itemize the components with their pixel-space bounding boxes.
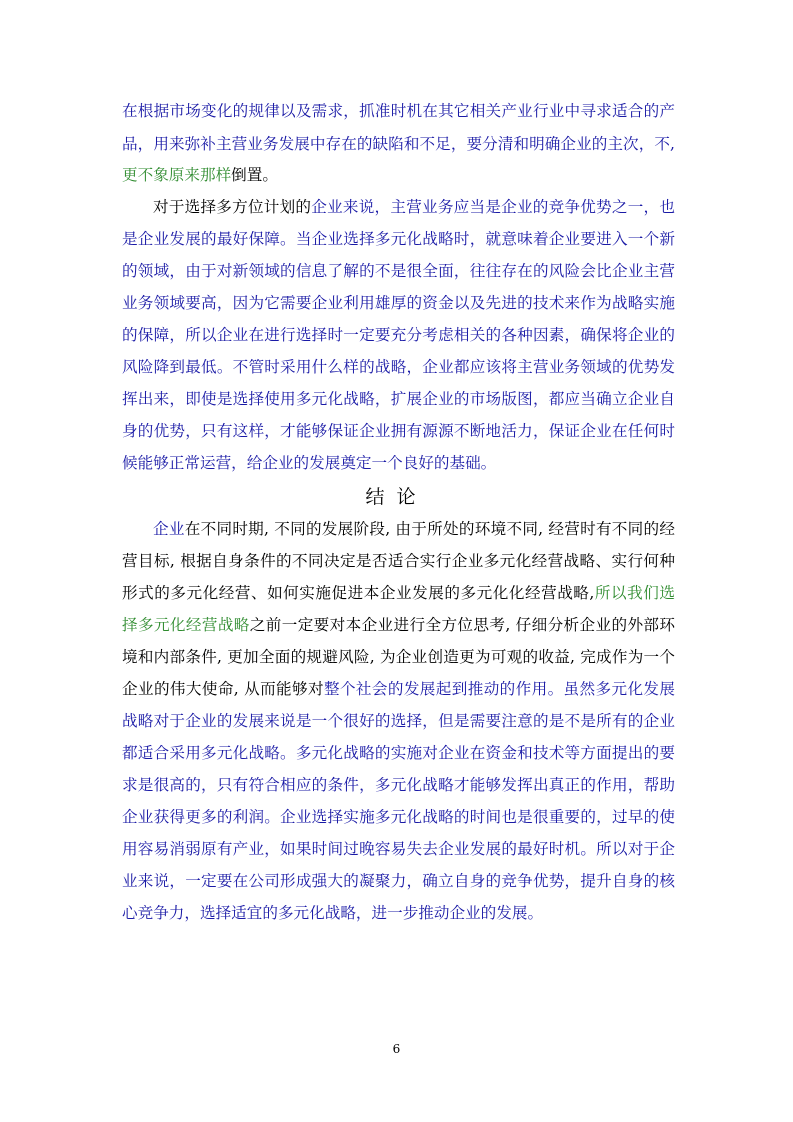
- paragraph-1-line-3: [122, 165, 675, 185]
- paragraph-2-line-6: 风险降到最低。不管时采用什么样的战略，企业都应该将主营业务领域的优势发: [122, 358, 675, 376]
- paragraph-2-line-5: 的保障，所以企业在进行选择时一定要充分考虑相关的各种因素，确保将企业的: [122, 326, 675, 344]
- conclusion-line-8: 都适合采用多元化战略。多元化战略的实施对企业在资金和技术等方面提出的要: [122, 744, 675, 762]
- body-text: 企业来说，主营业务应当是企业的竞争优势之一，也: [311, 198, 675, 216]
- conclusion-line-5: 境和内部条件, 更加全面的规避风险, 为企业创造更为可观的收益, 完成作为一个: [122, 648, 675, 666]
- conclusion-line-10: 企业获得更多的利润。企业选择实施多元化战略的时间也是很重要的，过早的使: [122, 808, 675, 826]
- conclusion-line-9: 求是很高的，只有符合相应的条件，多元化战略才能够发挥出真正的作用，帮助: [122, 776, 675, 794]
- paragraph-2-line-4: 业务领域要高，因为它需要企业利用雄厚的资金以及先进的技术来作为战略实施: [122, 294, 675, 312]
- paragraph-2-line-2: 是企业发展的最好保障。当企业选择多元化战略时，就意味着企业要进入一个新: [122, 230, 675, 248]
- body-text: 企业: [153, 520, 185, 538]
- body-text: 倒置。: [231, 166, 278, 184]
- conclusion-line-6: [122, 679, 675, 699]
- conclusion-line-13: 心竞争力，选择适宜的多元化战略，进一步推动企业的发展。: [122, 904, 544, 922]
- paragraph-1-line-2: 品，用来弥补主营业务发展中存在的缺陷和不足，要分清和明确企业的主次，不,: [122, 135, 675, 153]
- conclusion-line-3: [122, 583, 675, 603]
- paragraph-2-line-9: 候能够正常运营，给企业的发展奠定一个良好的基础。: [122, 454, 497, 472]
- body-text: 整个社会的发展起到推动的作用。虽然多元化发展: [323, 680, 675, 698]
- conclusion-line-11: 用容易消弱原有产业，如果时间过晚容易失去企业发展的最好时机。所以对于企: [122, 840, 675, 858]
- highlight-text: 择多元化经营战略: [122, 616, 250, 634]
- conclusion-line-1: [153, 519, 675, 539]
- highlight-text: 所以我们选: [594, 584, 675, 602]
- highlight-text: 更不象原来那样: [122, 166, 232, 184]
- body-text: 对于选择多方位计划的: [153, 198, 312, 216]
- section-title: 结论: [365, 486, 428, 508]
- conclusion-line-12: 业来说，一定要在公司形成强大的凝聚力，确立自身的竞争优势，提升自身的核: [122, 872, 675, 890]
- conclusion-line-4: [122, 615, 675, 635]
- conclusion-line-2: 营目标, 根据自身条件的不同决定是否适合实行企业多元化经营战略、实行何种: [122, 552, 675, 570]
- conclusion-line-7: 战略对于企业的发展来说是一个很好的选择，但是需要注意的是不是所有的企业: [122, 712, 675, 730]
- paragraph-2-line-1: [153, 197, 675, 217]
- paragraph-2-line-3: 的领域，由于对新领域的信息了解的不是很全面，往往存在的风险会比企业主营: [122, 262, 675, 280]
- body-text: 企业的伟大使命, 从而能够对: [122, 680, 324, 698]
- body-text: 形式的多元化经营、如何实施促进本企业发展的多元化化经营战略,: [122, 584, 595, 602]
- paragraph-1-line-1: 在根据市场变化的规律以及需求，抓准时机在其它相关产业行业中寻求适合的产: [122, 102, 675, 120]
- body-text: 在不同时期, 不同的发展阶段, 由于所处的环境不同, 经营时有不同的经: [184, 520, 675, 538]
- body-text: 之前一定要对本企业进行全方位思考, 仔细分析企业的外部环: [249, 616, 675, 634]
- paragraph-2-line-7: 挥出来，即使是选择使用多元化战略，扩展企业的市场版图，都应当确立企业自: [122, 390, 675, 408]
- paragraph-2-line-8: 身的优势，只有这样，才能够保证企业拥有源源不断地活力，保证企业在任何时: [122, 422, 675, 440]
- page-number: 6: [392, 1042, 401, 1056]
